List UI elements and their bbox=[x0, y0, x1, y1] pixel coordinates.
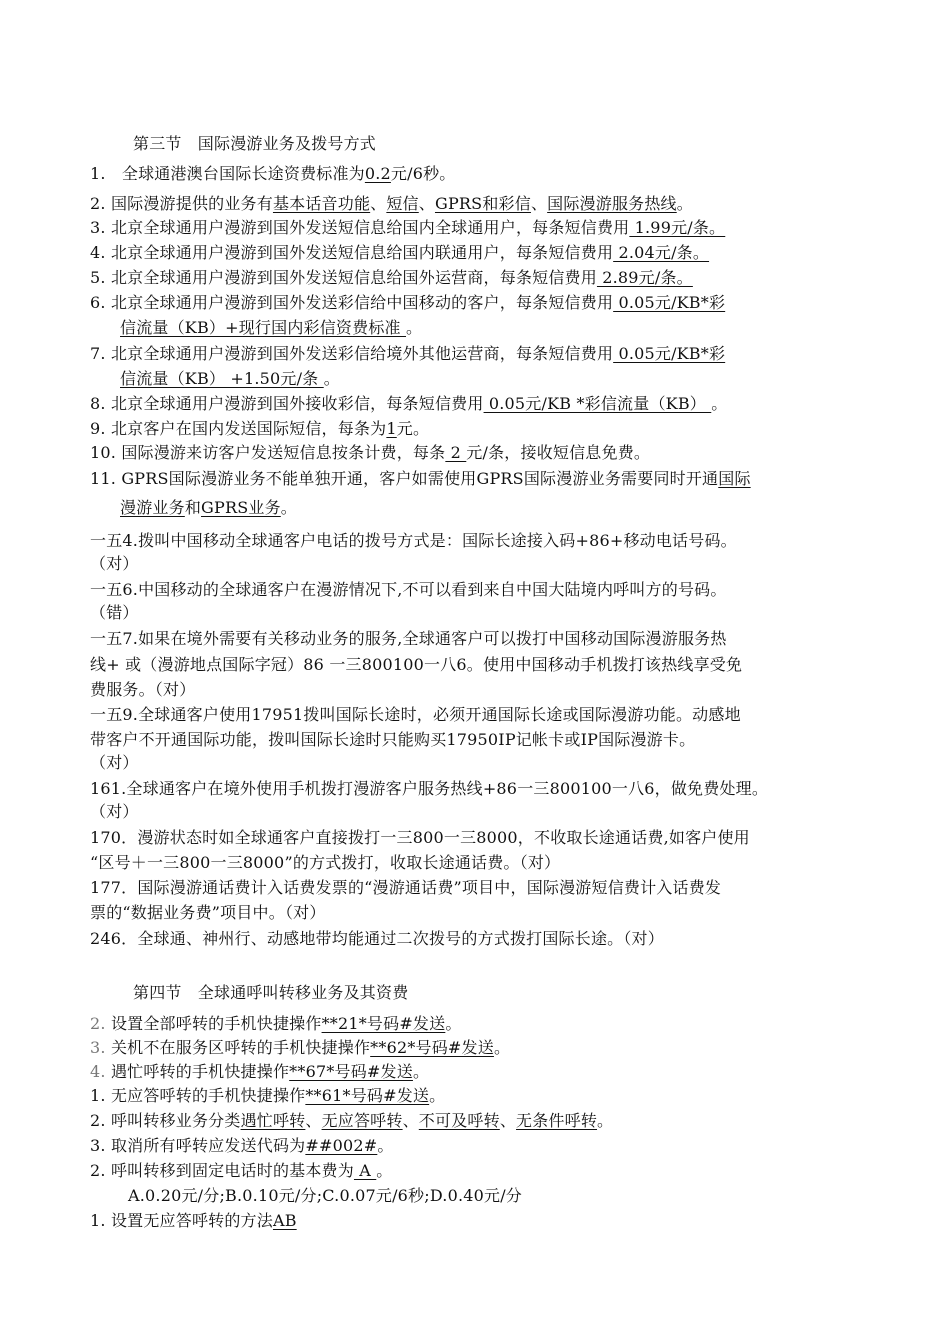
q-line: 11. GPRS国际漫游业务不能单独开通，客户如需使用GPRS国际漫游业务需要同时开通国际 bbox=[90, 469, 751, 488]
answer-blank: **67*号码#发送 bbox=[289, 1062, 413, 1081]
tf-item: “区号＋一三800一三8000”的方式拨打，收取长途通话费。（对） bbox=[90, 853, 561, 872]
answer-blank: 遇忙呼转 bbox=[240, 1111, 306, 1130]
tf-answer: （对） bbox=[90, 802, 139, 821]
q-line: 1. 全球通港澳台国际长途资费标准为0.2元/6秒。 bbox=[90, 164, 456, 183]
tf-item: 161.全球通客户在境外使用手机拨打漫游客户服务热线+86一三800100一八6，做免费处理。 bbox=[90, 779, 769, 798]
answer-blank: 0.05元/KB *彩信流量（KB） bbox=[483, 394, 712, 413]
q-line: 1. 无应答呼转的手机快捷操作**61*号码#发送。 bbox=[90, 1086, 446, 1105]
answer-blank: 0.05元/KB*彩 bbox=[613, 293, 726, 312]
answer-blank: GPRS业务 bbox=[201, 498, 281, 517]
q-line: 5. 北京全球通用户漫游到国外发送短信息给国外运营商，每条短信费用 2.89元/条。 bbox=[90, 268, 693, 287]
answer-blank: A bbox=[353, 1161, 377, 1180]
tf-item: 177．国际漫游通话费计入话费发票的“漫游通话费”项目中，国际漫游短信费计入话费发 bbox=[90, 878, 722, 897]
answer-blank: 基本话音功能 bbox=[272, 194, 371, 213]
tf-item: 一五6.中国移动的全球通客户在漫游情况下,不可以看到来自中国大陆境内呼叫方的号码。 bbox=[90, 580, 727, 599]
q-line-cont: 信流量（KB）+现行国内彩信资费标准 。 bbox=[120, 318, 423, 337]
answer-blank: 短信 bbox=[386, 194, 419, 213]
tf-answer: （对） bbox=[90, 753, 139, 772]
answer-blank: 2.89元/条。 bbox=[596, 268, 693, 287]
q-line: 10. 国际漫游来访客户发送短信息按条计费，每条 2 元/条，接收短信息免费。 bbox=[90, 443, 651, 462]
q-line: 2. 呼叫转移业务分类遇忙呼转、无应答呼转、不可及呼转、无条件呼转。 bbox=[90, 1111, 614, 1130]
q-line: 2. 呼叫转移到固定电话时的基本费为 A 。 bbox=[90, 1161, 393, 1180]
q-line-cont: 信流量（KB） +1.50元/条 。 bbox=[120, 369, 340, 388]
q-line: 7. 北京全球通用户漫游到国外发送彩信给境外其他运营商，每条短信费用 0.05元/KB*彩 bbox=[90, 344, 726, 363]
answer-blank: 不可及呼转 bbox=[418, 1111, 500, 1130]
answer-blank: 1.99元/条。 bbox=[629, 218, 726, 237]
answer-blank: **62*号码#发送 bbox=[370, 1038, 494, 1057]
q-line: 4. 北京全球通用户漫游到国外发送短信息给国内联通用户，每条短信费用 2.04元/条。 bbox=[90, 243, 710, 262]
answer-blank: 2.04元/条。 bbox=[613, 243, 710, 262]
answer-blank: 信流量（KB）+现行国内彩信资费标准 bbox=[120, 318, 407, 337]
tf-item: 一五9.全球通客户使用17951拨叫国际长途时，必须开通国际长途或国际漫游功能。动感地 bbox=[90, 705, 741, 724]
q-line: 3. 取消所有呼转应发送代码为##002#。 bbox=[90, 1136, 394, 1155]
tf-item: 一五7.如果在境外需要有关移动业务的服务,全球通客户可以拨打中国移动国际漫游服务热 bbox=[90, 629, 727, 648]
tf-item: 246．全球通、神州行、动感地带均能通过二次拨号的方式拨打国际长途。（对） bbox=[90, 929, 664, 948]
answer-blank: ##002# bbox=[305, 1136, 378, 1155]
answer-blank: 国际 bbox=[718, 469, 751, 488]
answer-blank: **21*号码#发送 bbox=[321, 1014, 446, 1033]
q-line: 2. 国际漫游提供的业务有基本话音功能、短信、GPRS和彩信、国际漫游服务热线。 bbox=[90, 194, 693, 213]
answer-blank: 漫游业务 bbox=[120, 498, 185, 517]
options-line: A.0.20元/分;B.0.10元/分;C.0.07元/6秒;D.0.40元/分 bbox=[128, 1186, 523, 1205]
q-line-cont: 漫游业务和GPRS业务。 bbox=[120, 498, 297, 517]
tf-item: 一五4.拨叫中国移动全球通客户电话的拨号方式是：国际长途接入码+86+移动电话号码。 bbox=[90, 531, 737, 550]
tf-answer: （错） bbox=[90, 603, 139, 622]
q-line: 6. 北京全球通用户漫游到国外发送彩信给中国移动的客户，每条短信费用 0.05元/KB*彩 bbox=[90, 293, 726, 312]
q-line: 9. 北京客户在国内发送国际短信，每条为1元。 bbox=[90, 419, 430, 438]
section-4-heading: 第四节 全球通呼叫转移业务及其资费 bbox=[133, 983, 409, 1002]
answer-blank: AB bbox=[272, 1211, 297, 1230]
answer-blank: 0.2 bbox=[364, 164, 391, 183]
q-line: 3. 北京全球通用户漫游到国外发送短信息给国内全球通用户，每条短信费用 1.99元/条。 bbox=[90, 218, 726, 237]
answer-blank: GPRS和彩信 bbox=[434, 194, 531, 213]
answer-blank: 2 bbox=[445, 443, 467, 462]
section-3-heading: 第三节 国际漫游业务及拨号方式 bbox=[133, 134, 377, 153]
q-line: 8. 北京全球通用户漫游到国外接收彩信，每条短信费用 0.05元/KB *彩信流量（KB） 。 bbox=[90, 394, 728, 413]
tf-item: 带客户不开通国际功能，拨叫国际长途时只能购买17950IP记帐卡或IP国际漫游卡。 bbox=[90, 730, 696, 749]
answer-blank: **61*号码#发送 bbox=[305, 1086, 430, 1105]
tf-item: 费服务。（对） bbox=[90, 680, 196, 699]
answer-blank: 无条件呼转 bbox=[516, 1111, 598, 1130]
answer-blank: 无应答呼转 bbox=[321, 1111, 403, 1130]
tf-answer: （对） bbox=[90, 554, 139, 573]
tf-item: 170．漫游状态时如全球通客户直接拨打一三800一三8000，不收取长途通话费,如客户使用 bbox=[90, 828, 750, 847]
q-line: 4. 遇忙呼转的手机快捷操作**67*号码#发送。 bbox=[90, 1062, 430, 1081]
tf-item: 票的“数据业务费”项目中。（对） bbox=[90, 903, 326, 922]
answer-blank: 0.05元/KB*彩 bbox=[613, 344, 726, 363]
answer-blank: 信流量（KB） +1.50元/条 bbox=[120, 369, 324, 388]
answer-blank: 1 bbox=[386, 419, 397, 438]
q-line: 2. 设置全部呼转的手机快捷操作**21*号码#发送。 bbox=[90, 1014, 462, 1033]
q-line: 1. 设置无应答呼转的方法AB bbox=[90, 1211, 297, 1230]
tf-item: 线+ 或（漫游地点国际字冠）86 一三800100一八6。使用中国移动手机拨打该热线享受免 bbox=[90, 655, 743, 674]
q-line: 3. 关机不在服务区呼转的手机快捷操作**62*号码#发送。 bbox=[90, 1038, 511, 1057]
answer-blank: 国际漫游服务热线 bbox=[547, 194, 677, 213]
